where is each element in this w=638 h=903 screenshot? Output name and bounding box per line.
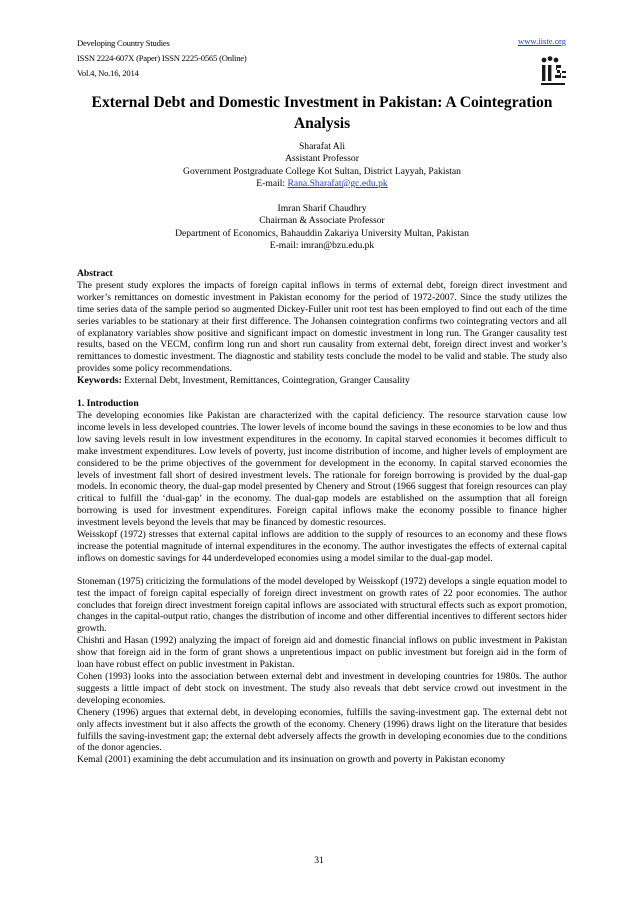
paper-title: External Debt and Domestic Investment in Pakistan: A Cointegration Analysis: [91, 94, 553, 132]
author-affiliation: Government Postgraduate College Kot Sultan, District Layyah, Pakistan: [183, 165, 461, 177]
author-block: [77, 141, 567, 252]
paragraph: Kemal (2001) examining the debt accumulation and its insinuation on growth and poverty in Pakistan economy: [77, 754, 506, 766]
author-position: Chairman & Associate Professor: [259, 215, 385, 227]
journal-url-link[interactable]: www.iiste.org: [518, 36, 566, 46]
author-name: Sharafat Ali: [298, 141, 346, 152]
keywords-list: External Debt, Investment, Remittances, Cointegration, Granger Causality: [124, 375, 410, 387]
author-email-line: [77, 240, 567, 252]
section-heading: 1. Introduction: [77, 398, 139, 410]
abstract-text: The present study explores the impacts of foreign capital inflows in terms of external debt, foreign direct investment and worker’s remittances on domestic investment in Pakistan economy for the period of 1972-2007. Since the study utilizes the time series data of the sample period so augmented Dickey-Fuller unit root test has been employed to find out each of the time series variables to be stationary at their first difference. The Johansen cointegration confirms two cointegrating vectors and all of explanatory variables show positive and significant impact on domestic investment in long run. The Granger causality test results, based on the VECM, confirm long run and short run causality from external debt, foreign direct invest and worker’s remittances to domestic investment. The diagnostic and stability tests conclude the model to be valid and stable. The study also provides some policy recommendations.: [77, 279, 567, 375]
running-header: [77, 36, 247, 82]
journal-name: Developing Country Studies: [77, 38, 170, 48]
author-position: Assistant Professor: [285, 153, 359, 165]
email-label: E-mail:: [269, 240, 301, 252]
author-email-line: [77, 178, 567, 190]
page-number: 31: [314, 855, 324, 866]
keywords-label: Keywords:: [77, 375, 122, 387]
author-email: imran@bzu.edu.pk: [300, 240, 375, 252]
paragraph: Chenery (1996) argues that external debt, in developing economies, fulfills the saving-investment gap. The external debt not only affects investment but it also affects the growth of the economy. Chenery (1996) draws light on the literature that besides fulfills the saving-investment gap; the external debt adversely affects the growth in developing economies due to the conditions of the donor agencies.: [77, 706, 567, 754]
author-affiliation: Department of Economics, Bahauddin Zakariya University Multan, Pakistan: [175, 227, 469, 239]
journal-volume: Vol.4, No.16, 2014: [77, 68, 139, 79]
paragraph: The developing economies like Pakistan are characterized with the capital deficiency. The resource starvation cause low income levels in less developed countries. The lower levels of income bound the savings in these economies to be low and thus low saving levels result in low investment expenditures in the economy. In capital starved economies it becomes difficult to make investment expenditures. Low levels of poverty, just income distribution of income, and higher levels of employment are considered to be the prime objectives of the government for development in the economy. In capital starved economies the levels of investment fall short of desired investment levels. The rationale for foreign borrowing is provided by the dual-gap models. In economic theory, the dual-gap model presented by Chenery and Strout (1966 suggest that foreign resources can play critical to fulfill the ‘dual-gap’ in the economy. The dual-gap models are established on the assumption that all foreign borrowing is used for investment expenditures. Foreign capital inflows make the economy possible to finance higher investment levels beyond the levels that may be financed by domestic resources.: [77, 409, 567, 529]
email-label: E-mail:: [256, 177, 288, 189]
author-name: Imran Sharif Chaudhry: [277, 203, 367, 215]
keywords-line: [77, 375, 567, 387]
abstract-heading: Abstract: [77, 268, 113, 279]
paper-body: [77, 268, 567, 766]
paragraph: Weisskopf (1972) stresses that external capital inflows are addition to the supply of resources to an economy and these flows increase the potential magnitude of internal expenditures in the economy. The author investigates the effects of external capital inflows on domestic savings for 44 underdeveloped economies using a model similar to the dual-gap model.: [77, 529, 567, 564]
paragraph: Chishti and Hasan (1992) analyzing the impact of foreign aid and domestic financial inflows on public investment in Pakistan show that foreign aid in the form of grant shows a unpretentious impact on public investment but foreign aid in the form of loan have robust effect on public investment in Pakistan.: [77, 635, 567, 671]
paragraph: Cohen (1993) looks into the association between external debt and investment in developing countries for 1980s. The author suggests a little impact of debt stock on investment. The study also reveals that debt service crowd out investment in the developing economies.: [77, 671, 567, 706]
journal-issn: ISSN 2224-607X (Paper) ISSN 2225-0565 (Online): [77, 53, 247, 64]
author-email-link[interactable]: Rana.Sharafat@gc.edu.pk: [287, 177, 388, 189]
iiste-logo-icon: [539, 55, 567, 87]
paragraph: Stoneman (1975) criticizing the formulations of the model developed by Weisskopf (1972) develops a single equation model to test the impact of foreign capital especially of foreign direct investment on growth rates of 22 poor economies. The author concludes that foreign direct investment foreign capital inflows are associated with structural effects such as export promotion, changes in the capital-output ratio, changes the distribution of income and other differential incentives to different sectors hider growth.: [77, 575, 567, 635]
